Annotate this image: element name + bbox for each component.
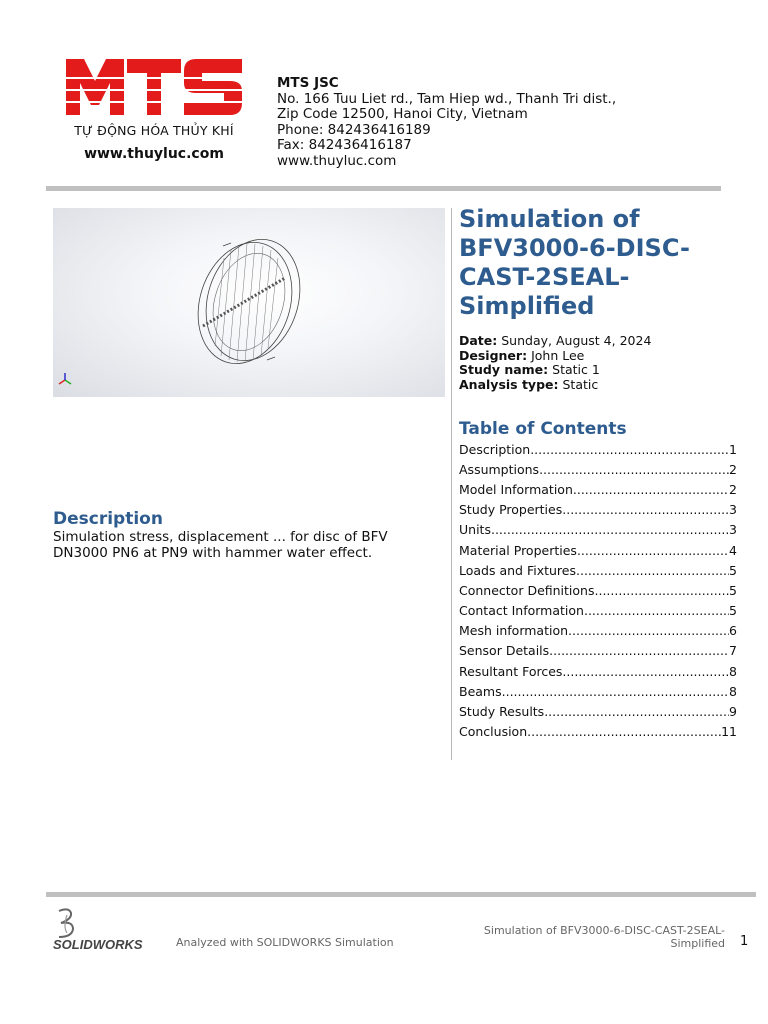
header-divider bbox=[46, 186, 721, 191]
date-label: Date: bbox=[459, 333, 498, 348]
footer-doc-title-line2: Simplified bbox=[670, 937, 725, 950]
toc-item[interactable]: Mesh information ..... 6 bbox=[459, 621, 737, 641]
company-name: MTS JSC bbox=[277, 75, 339, 91]
footer-doc-title bbox=[440, 924, 725, 950]
ds-logo-icon bbox=[53, 907, 163, 951]
solidworks-logo-text: SOLIDWORKS bbox=[53, 937, 143, 951]
toc-item[interactable]: Connector Definitions ..... 5 bbox=[459, 580, 737, 600]
analysis-value: Static bbox=[562, 376, 599, 392]
study-value: Static 1 bbox=[552, 362, 600, 378]
designer-value: John Lee bbox=[531, 347, 585, 363]
phone: Phone: 842436416189 bbox=[277, 121, 431, 138]
analysis-row bbox=[459, 378, 651, 393]
address-line-1: No. 166 Tuu Liet rd., Tam Hiep wd., Thanh Tri dist., bbox=[277, 90, 617, 107]
address-line-2: Zip Code 12500, Hanoi City, Vietnam bbox=[277, 106, 528, 122]
toc-item[interactable]: Description ..... 1 bbox=[459, 439, 737, 459]
toc-item[interactable]: Resultant Forces ..... 8 bbox=[459, 661, 737, 681]
disc-model-drawing bbox=[53, 208, 445, 397]
toc-item[interactable]: Assumptions ..... 2 bbox=[459, 459, 737, 479]
toc-item[interactable]: Study Properties ..... 3 bbox=[459, 500, 737, 520]
analysis-label: Analysis type: bbox=[459, 376, 559, 392]
logo-slogan: TỰ ĐỘNG HÓA THỦY KHÍ bbox=[74, 123, 234, 138]
designer-row bbox=[459, 349, 651, 364]
toc-heading: Table of Contents bbox=[459, 419, 627, 439]
report-meta bbox=[459, 334, 651, 392]
report-title: Simulation of BFV3000-6-DISC-CAST-2SEAL-Simplified bbox=[459, 205, 690, 320]
toc-item[interactable]: Sensor Details ..... 7 bbox=[459, 641, 737, 661]
column-divider bbox=[451, 208, 452, 760]
fax: Fax: 842436416187 bbox=[277, 137, 412, 153]
analyzed-with-text: Analyzed with SOLIDWORKS Simulation bbox=[176, 936, 394, 949]
table-of-contents bbox=[459, 439, 737, 742]
toc-item[interactable]: Study Results ..... 9 bbox=[459, 701, 737, 721]
designer-label: Designer: bbox=[459, 347, 528, 363]
toc-item[interactable]: Material Properties ..... 4 bbox=[459, 540, 737, 560]
toc-item[interactable]: Model Information ..... 2 bbox=[459, 479, 737, 499]
description-text: Simulation stress, displacement ... for disc of BFV DN3000 PN6 at PN9 with hammer water effect. bbox=[53, 529, 388, 561]
date-row bbox=[459, 334, 651, 349]
footer-divider bbox=[46, 892, 756, 897]
axis-triad-icon bbox=[59, 373, 71, 384]
toc-item[interactable]: Conclusion ..... 11 bbox=[459, 722, 737, 742]
company-website: www.thuyluc.com bbox=[277, 152, 397, 169]
toc-item[interactable]: Contact Information ..... 5 bbox=[459, 601, 737, 621]
page-number: 1 bbox=[740, 934, 749, 949]
model-preview-image bbox=[53, 208, 445, 397]
company-logo bbox=[64, 55, 244, 165]
company-info bbox=[277, 76, 616, 169]
toc-item[interactable]: Beams ..... 8 bbox=[459, 681, 737, 701]
date-value: Sunday, August 4, 2024 bbox=[501, 333, 652, 348]
mts-logo-mark bbox=[64, 55, 244, 117]
logo-website: www.thuyluc.com bbox=[84, 146, 224, 162]
toc-item[interactable]: Units ..... 3 bbox=[459, 520, 737, 540]
study-row bbox=[459, 363, 651, 378]
study-label: Study name: bbox=[459, 362, 549, 378]
footer-doc-title-line1: Simulation of BFV3000-6-DISC-CAST-2SEAL- bbox=[483, 924, 725, 937]
description-heading: Description bbox=[53, 509, 163, 529]
toc-item[interactable]: Loads and Fixtures ..... 5 bbox=[459, 560, 737, 580]
solidworks-logo bbox=[53, 907, 163, 951]
